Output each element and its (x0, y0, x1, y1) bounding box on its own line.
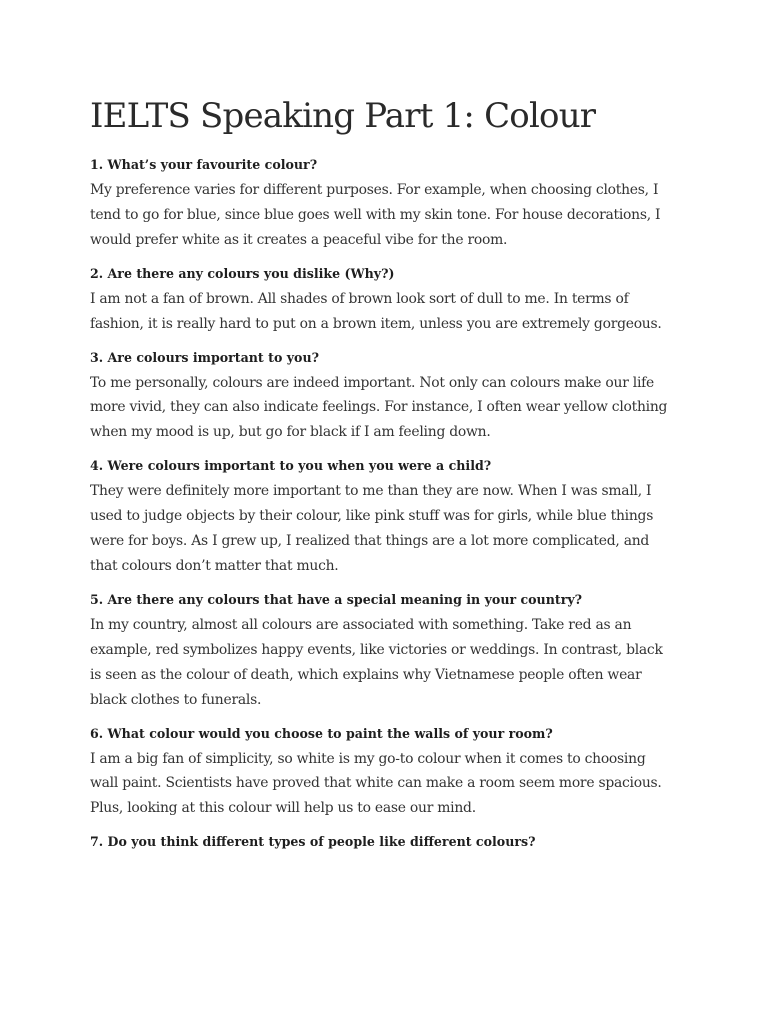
answer-3-line-1: To me personally, colours are indeed important. Not only can colours make our life (90, 374, 655, 391)
answer-5-line-3: is seen as the colour of death, which explains why Vietnamese people often wear (90, 666, 642, 683)
answer-4 (90, 479, 680, 579)
qa-item-4 (90, 458, 680, 579)
question-6: 6. What colour would you choose to paint the walls of your room? (90, 725, 553, 741)
answer-5-line-1: In my country, almost all colours are associated with something. Take red as an (90, 616, 632, 633)
answer-4-line-3: were for boys. As I grew up, I realized that things are a lot more complicated, and (90, 533, 650, 550)
qa-item-7 (90, 834, 680, 850)
answer-6-line-1: I am a big fan of simplicity, so white is my go-to colour when it comes to choosing (90, 750, 646, 767)
qa-item-2 (90, 266, 680, 337)
question-4: 4. Were colours important to you when you were a child? (90, 458, 492, 474)
answer-5-line-4: black clothes to funerals. (90, 691, 262, 708)
qa-item-1 (90, 157, 680, 253)
answer-3-line-2: more vivid, they can also indicate feelings. For instance, I often wear yellow clothing (90, 399, 668, 416)
answer-6 (90, 747, 680, 822)
answer-2-line-2: fashion, it is really hard to put on a brown item, unless you are extremely gorgeous. (90, 315, 662, 332)
answer-6-line-2: wall paint. Scientists have proved that white can make a room seem more spacious. (90, 775, 662, 792)
answer-4-line-1: They were definitely more important to me than they are now. When I was small, I (90, 483, 652, 500)
question-7: 7. Do you think different types of people like different colours? (90, 834, 536, 850)
question-5: 5. Are there any colours that have a special meaning in your country? (90, 591, 583, 607)
answer-2 (90, 287, 680, 337)
answer-5 (90, 613, 680, 713)
qa-item-3 (90, 350, 680, 446)
answer-4-line-4: that colours don’t matter that much. (90, 557, 339, 574)
question-1: 1. What’s your favourite colour? (90, 157, 318, 172)
answer-3-line-3: when my mood is up, but go for black if I am feeling down. (90, 424, 491, 441)
answer-1-line-2: tend to go for blue, since blue goes well with my skin tone. For house decorations, I (90, 206, 661, 223)
answer-5-line-2: example, red symbolizes happy events, like victories or weddings. In contrast, black (90, 641, 663, 658)
answer-2-line-1: I am not a fan of brown. All shades of brown look sort of dull to me. In terms of (90, 290, 629, 307)
answer-1-line-1: My preference varies for different purposes. For example, when choosing clothes, I (90, 182, 659, 198)
qa-item-6 (90, 726, 680, 822)
question-2: 2. Are there any colours you dislike (Why?) (90, 265, 395, 281)
answer-4-line-2: used to judge objects by their colour, like pink stuff was for girls, while blue things (90, 508, 654, 525)
qa-item-5 (90, 592, 680, 713)
document-page (90, 94, 680, 863)
answer-1 (90, 178, 680, 253)
page-title: IELTS Speaking Part 1: Colour (90, 96, 596, 136)
answer-6-line-3: Plus, looking at this colour will help us to ease our mind. (90, 800, 476, 817)
question-3: 3. Are colours important to you? (90, 349, 319, 365)
answer-3 (90, 371, 680, 446)
answer-1-line-3: would prefer white as it creates a peaceful vibe for the room. (90, 231, 508, 248)
